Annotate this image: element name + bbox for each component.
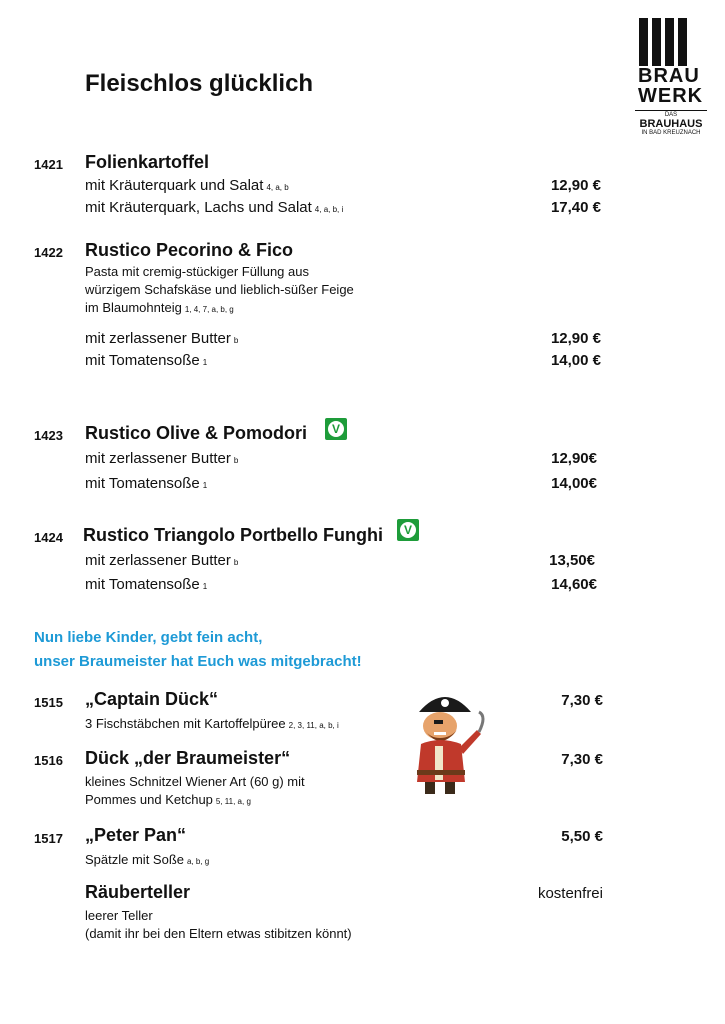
item-name: Räuberteller <box>85 882 191 902</box>
item-number: 1424 <box>34 530 63 545</box>
logo-bars-icon <box>639 18 707 66</box>
item-price: 14,60€ <box>551 576 597 593</box>
item-option: mit zerlassener Butter b <box>85 330 239 347</box>
item-number: 1421 <box>34 157 63 172</box>
item-price: 13,50€ <box>549 552 595 569</box>
item-name: Dück „der Braumeister“ <box>85 748 291 768</box>
vegan-icon: V <box>397 519 419 541</box>
item-price: 17,40 € <box>550 199 601 216</box>
item-name: „Peter Pan“ <box>85 825 187 845</box>
logo-brauhaus: BRAUHAUS <box>639 118 703 130</box>
vegan-icon: V <box>325 418 347 440</box>
logo-word-1: BRAU <box>638 65 700 87</box>
item-option: mit Tomatensoße 1 <box>85 576 208 593</box>
pirate-mascot-icon <box>405 686 495 798</box>
item-description: 3 Fischstäbchen mit Kartoffelpüree 2, 3, 11, a, b, i <box>85 716 339 731</box>
item-price: 14,00€ <box>551 475 597 492</box>
brauwerk-logo <box>635 18 707 136</box>
item-price: 12,90 € <box>550 177 601 194</box>
item-description: kleines Schnitzel Wiener Art (60 g) mit Pommes und Ketchup 5, 11, a, g <box>85 774 305 807</box>
item-price: kostenfrei <box>537 885 603 902</box>
item-price: 7,30 € <box>561 751 603 768</box>
item-number: 1423 <box>34 428 63 443</box>
item-price: 14,00 € <box>550 352 601 369</box>
item-option: mit Kräuterquark und Salat 4, a, b <box>85 177 289 194</box>
logo-das: DAS <box>635 110 707 118</box>
item-description: Pasta mit cremig-stückiger Füllung aus würzigem Schafskäse und lieblich-süßer Feige im Blaumohnteig 1, 4, 7, a, b, g <box>85 264 354 315</box>
item-name: Folienkartoffel <box>85 152 210 172</box>
item-name: „Captain Dück“ <box>85 689 219 709</box>
item-description: Spätzle mit Soße a, b, g <box>85 852 210 867</box>
item-name: Rustico Olive & Pomodori <box>85 423 308 443</box>
item-option: mit zerlassener Butter b <box>85 552 239 569</box>
item-price: 12,90 € <box>550 330 601 347</box>
logo-word-2: WERK <box>638 85 704 107</box>
logo-city: IN BAD KREUZNACH <box>641 130 701 136</box>
page-title: Fleischlos glücklich <box>85 70 314 97</box>
kids-intro: Nun liebe Kinder, gebt fein acht, unser Braumeister hat Euch was mitgebracht! <box>34 629 362 670</box>
item-name: Rustico Pecorino & Fico <box>85 240 294 260</box>
item-description: leerer Teller (damit ihr bei den Eltern etwas stibitzen könnt) <box>85 908 352 941</box>
item-price: 7,30 € <box>561 692 603 709</box>
item-name: Rustico Triangolo Portbello Funghi <box>83 525 383 545</box>
item-number: 1517 <box>34 831 63 846</box>
item-price: 12,90€ <box>551 450 597 467</box>
item-number: 1516 <box>34 753 63 768</box>
item-price: 5,50 € <box>561 828 603 845</box>
item-option: mit zerlassener Butter b <box>85 450 239 467</box>
item-number: 1422 <box>34 245 63 260</box>
item-option: mit Tomatensoße 1 <box>85 352 208 369</box>
item-option: mit Tomatensoße 1 <box>85 475 208 492</box>
item-option: mit Kräuterquark, Lachs und Salat 4, a, b, i <box>85 199 344 216</box>
item-number: 1515 <box>34 695 63 710</box>
